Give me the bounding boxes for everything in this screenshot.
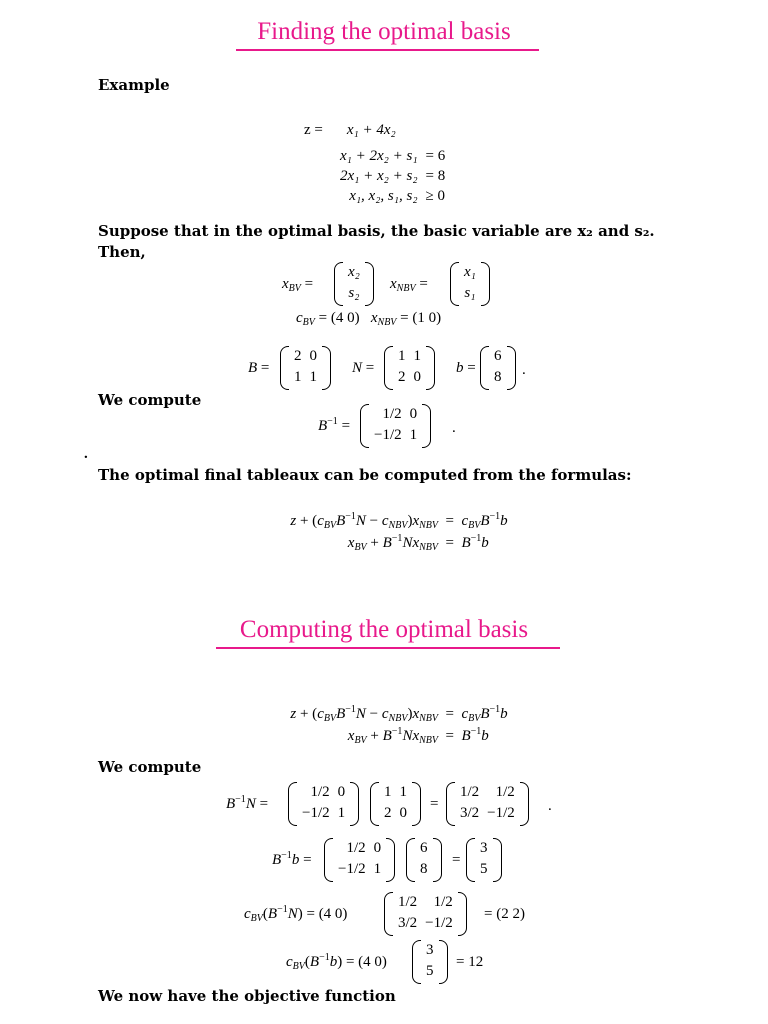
stray-dot: .	[84, 446, 88, 462]
we-compute-label-2: We compute	[98, 758, 202, 776]
lp-system	[300, 120, 400, 141]
objective-rhs: x₁ + 4x₂	[346, 122, 396, 138]
xnbv-label: $x_{NBV}$ =	[390, 276, 428, 294]
Binv-entry: 0	[373, 840, 382, 856]
N-matrix	[384, 346, 435, 390]
BinvN-matrix	[384, 892, 467, 936]
cbv-value: (4 0)	[318, 906, 348, 922]
N-entry: 1	[413, 348, 421, 364]
constraint-2-lhs: 2x₁ + x₂ + s₂	[340, 168, 418, 184]
tableaux-text: The optimal final tableaux can be computed from the formulas:	[98, 466, 632, 484]
Binv-matrix	[360, 404, 431, 448]
BinvN-entry: 1/2	[460, 784, 480, 800]
b-entry: 6	[494, 348, 502, 364]
constraint-3-rhs: ≥ 0	[425, 188, 446, 204]
BinvN-entry: −1/2	[425, 915, 453, 931]
b-entry: 6	[420, 840, 428, 856]
xbv-entry-2: s₂	[348, 285, 360, 301]
BinvN-matrix	[446, 782, 529, 826]
title-underline	[236, 49, 539, 51]
BinvN-entry: 1/2	[495, 784, 515, 800]
xbv-vector	[334, 262, 374, 306]
Binv-entry: 0	[337, 784, 346, 800]
N-matrix	[370, 782, 421, 826]
Binv-label: $B^{-1}$ =	[318, 416, 351, 434]
cnbv-value: (1 0)	[412, 310, 442, 326]
constraint-2-rhs: = 8	[425, 168, 446, 184]
Binvb-vector	[412, 940, 448, 984]
N-entry: 2	[398, 369, 406, 385]
objective-lhs: z =	[304, 122, 323, 138]
cbv-Binvb-result: = 12	[456, 954, 484, 970]
equals-sign: =	[430, 796, 439, 812]
Binv-entry: 1	[373, 861, 382, 877]
Binv-entry: −1/2	[338, 861, 366, 877]
Binvb-entry: 5	[426, 963, 434, 979]
formula-block-1: $z + (c_{BV}B^{-1}N - c_{NBV})x_{NBV} = c_{BV}B^{-1}b$ $x_{BV} + B^{-1}Nx_{NBV} = B^{-1}b$	[290, 511, 508, 553]
period: .	[548, 798, 552, 814]
B-entry: 1	[294, 369, 302, 385]
xnbv-vector	[450, 262, 490, 306]
cbv-Binvb-value: 12	[468, 954, 484, 970]
Binv-matrix	[324, 838, 395, 882]
title-underline	[216, 647, 560, 649]
b-vector	[406, 838, 442, 882]
constraint-3-lhs: x₁, x₂, s₁, s₂	[349, 188, 418, 204]
objective-text: We now have the objective function	[98, 987, 396, 1005]
BinvN-entry: −1/2	[487, 805, 515, 821]
cost-vectors: $c_{BV} = (4$ 0) $x_{NBV} = (1$ 0)	[296, 310, 442, 328]
xnbv-entry-1: x₁	[464, 264, 476, 280]
then-label: Then,	[98, 243, 146, 261]
constraint-1-lhs: x₁ + 2x₂ + s₁	[340, 148, 418, 164]
Binv-entry: 1	[409, 427, 418, 443]
BinvN-entry: 1/2	[398, 894, 418, 910]
B-entry: 0	[309, 348, 317, 364]
section-title-finding: Finding the optimal basis	[257, 18, 511, 45]
Binvb-label: $B^{-1}b$ =	[272, 850, 312, 868]
Binv-entry: 0	[409, 406, 418, 422]
N-entry: 2	[384, 805, 392, 821]
N-entry: 1	[384, 784, 392, 800]
cbv-value: (4 0)	[330, 310, 360, 326]
b-entry: 8	[494, 369, 502, 385]
Binv-entry: 1/2	[310, 784, 330, 800]
cbv-value: (4 0)	[358, 954, 387, 970]
Binvb-vector	[466, 838, 502, 882]
xnbv-entry-2: s₁	[464, 285, 476, 301]
constraint-1-rhs: = 6	[425, 148, 446, 164]
N-entry: 0	[399, 805, 407, 821]
B-matrix	[280, 346, 331, 390]
Binv-entry: 1/2	[382, 406, 402, 422]
b-entry: 8	[420, 861, 428, 877]
Binvb-entry: 3	[426, 942, 434, 958]
lp-constraints	[336, 146, 449, 206]
N-entry: 1	[399, 784, 407, 800]
Binv-entry: −1/2	[374, 427, 402, 443]
BinvN-entry: 3/2	[460, 805, 480, 821]
Binv-entry: 1	[337, 805, 346, 821]
period: .	[522, 362, 526, 378]
cbv-BinvN-value: (2 2)	[496, 906, 525, 922]
N-entry: 0	[413, 369, 421, 385]
Binvb-entry: 5	[480, 861, 488, 877]
suppose-text: Suppose that in the optimal basis, the basic variable are x₂ and s₂.	[98, 222, 655, 240]
period: .	[452, 420, 456, 436]
B-entry: 2	[294, 348, 302, 364]
section-title-computing: Computing the optimal basis	[239, 616, 529, 643]
B-label: B =	[248, 360, 270, 376]
equals-sign: =	[452, 852, 461, 868]
b-vector	[480, 346, 516, 390]
example-label: Example	[98, 76, 170, 94]
cbv-BinvN-result: = (2 2)	[484, 906, 525, 922]
B-entry: 1	[309, 369, 317, 385]
Binv-entry: 1/2	[346, 840, 366, 856]
Binvb-entry: 3	[480, 840, 488, 856]
formula-block-2: $z + (c_{BV}B^{-1}N - c_{NBV})x_{NBV} = c_{BV}B^{-1}b$ $x_{BV} + B^{-1}Nx_{NBV} = B^{-1}b$	[290, 704, 508, 746]
xbv-entry-1: x₂	[348, 264, 360, 280]
we-compute-label-1: We compute	[98, 391, 202, 409]
cbv-Binvb-label: $c_{BV}(B^{-1}b) = (4$ 0)	[286, 952, 387, 972]
BinvN-entry: 3/2	[398, 915, 418, 931]
Binv-matrix	[288, 782, 359, 826]
cbv-BinvN-label: $c_{BV}(B^{-1}N) = (4$ 0)	[244, 904, 348, 924]
BinvN-entry: 1/2	[433, 894, 453, 910]
xbv-label: $x_{BV}$ =	[282, 276, 314, 294]
Binv-entry: −1/2	[302, 805, 330, 821]
b-label: b =	[456, 360, 476, 376]
BinvN-label: $B^{-1}N$ =	[226, 794, 269, 812]
N-entry: 1	[398, 348, 406, 364]
N-label: N =	[352, 360, 375, 376]
